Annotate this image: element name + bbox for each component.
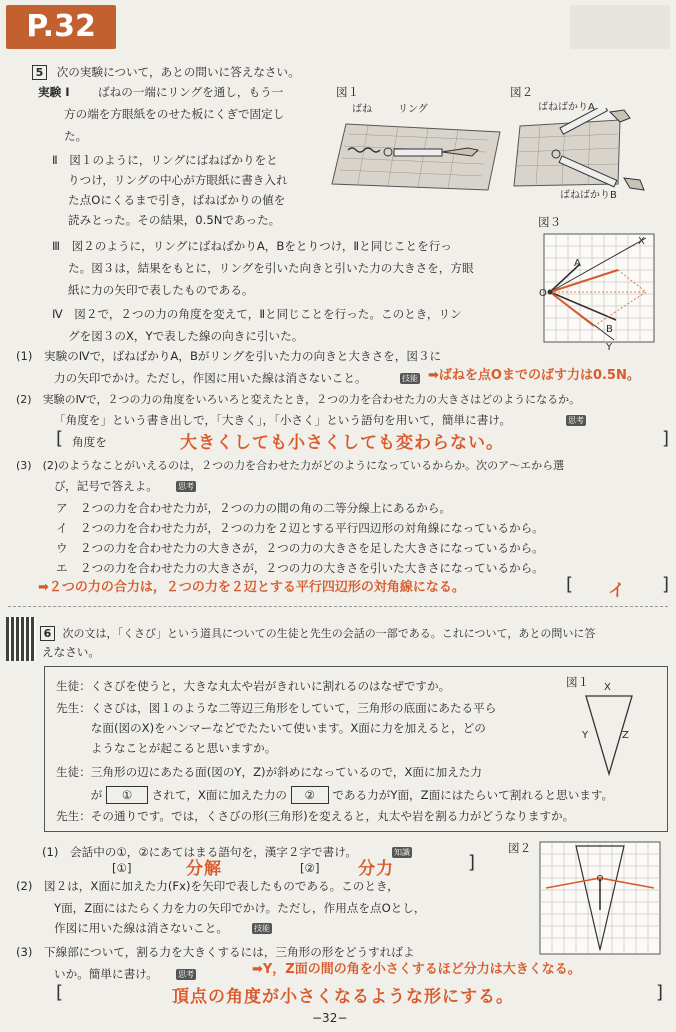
bleed-through-badge xyxy=(570,5,670,49)
q6-q1-slot-1: [①] xyxy=(112,861,132,875)
q5-exp2-line: た点Oにくるまで引き，ばねばかりの値を xyxy=(68,193,286,207)
q6-blank-2: ② xyxy=(291,786,329,804)
q6-dialogue-line: な面(図のX)をハンマーなどでたたいて使います。X面に力を加えると，どの xyxy=(56,721,486,735)
answer-bracket-close: ] xyxy=(656,982,664,1003)
q5-exp1-line: 方の端を方眼紙をのせた板にくぎで固定し xyxy=(64,107,285,121)
q6-dialogue-line: 先生：くさびは，図１のような二等辺三角形をしていて，三角形の底面にあたる平ら xyxy=(56,701,497,715)
q6-q1-answer-2: 分力 xyxy=(358,859,394,879)
q5-q1-line: 力の矢印でかけ。ただし，作図に用いた線は消さないこと。 xyxy=(54,371,367,385)
q5-instruction: 次の実験について，あとの問いに答えなさい。 xyxy=(56,65,300,79)
q6-dialogue-fragment: である力がY面，Z面にはたらいて割れると思います。 xyxy=(332,788,614,802)
q5-option-key: エ xyxy=(56,561,68,575)
q6-q2-line: (2) 図２は，X面に加えた力(Fx)を矢印で表したものである。このとき， xyxy=(16,879,399,893)
q6-instruction: 次の文は，「くさび」という道具についての生徒と先生の会話の一部である。これについて，あとの問いに答 xyxy=(62,627,596,640)
section-divider xyxy=(8,606,668,607)
q6-q1-label: ① xyxy=(116,861,127,875)
q6-dialogue-fragment: されて，X面に加えた力の xyxy=(151,788,288,802)
q5-q1-line: (1) 実験のⅣで，ばねばかりA，Bがリングを引いた力の向きと大きさを，図３に xyxy=(16,349,442,363)
q5-q3-tag: 思考 xyxy=(178,482,194,491)
q5-option-key: ア xyxy=(56,501,68,515)
q6-heading xyxy=(40,626,595,642)
q5-exp3-line: 紙に力の矢印で表したものである。 xyxy=(68,283,254,297)
q6-fig2-label: 図２ xyxy=(508,841,532,855)
q5-option-key: イ xyxy=(56,521,68,535)
q5-number: 5 xyxy=(32,65,47,80)
q5-exp1-head: 実験 Ⅰ xyxy=(38,85,70,99)
q5-exp1-line: ばねの一端にリングを通し，もう一 xyxy=(98,85,284,99)
q5-fig3-point-o: O xyxy=(539,288,547,299)
q6-fig1-y: Y xyxy=(582,730,589,741)
answer-bracket-close: ] xyxy=(468,852,476,873)
answer-bracket-close: ] xyxy=(662,574,670,595)
q5-q3-answer: イ xyxy=(608,581,626,601)
q6-fig1-x: X xyxy=(604,682,611,693)
q6-q1-answer-1: 分解 xyxy=(186,859,222,879)
q6-dialogue-line: ようなことが起こると思いますか。 xyxy=(56,741,277,755)
q6-q2-line: Y面，Z面にはたらく力を力の矢印でかけ。ただし，作用点を点Oとし， xyxy=(54,901,426,915)
page-number: −32− xyxy=(312,1011,348,1025)
q5-fig1-label: 図１ xyxy=(336,85,360,99)
q6-dialogue-fragment: が xyxy=(56,788,103,802)
q5-exp2-line: Ⅱ 図１のように，リングにばねばかりをと xyxy=(52,153,278,167)
answer-bracket-open: [ xyxy=(566,574,574,595)
q6-fig1-wedge xyxy=(584,692,634,776)
q5-q3-line: び，記号で答えよ。 xyxy=(54,479,158,493)
q5-fig2-illustration xyxy=(510,108,670,194)
q5-exp2-line: りつけ，リングの中心が方眼紙に書き入れ xyxy=(68,173,288,187)
answer-bracket-close: ] xyxy=(662,428,670,449)
q6-dialogue-line: 先生：その通りです。では，くさびの形(三角形)を変えると，丸太や岩を割る力がどうなりますか。 xyxy=(56,809,575,823)
q5-q2-tag: 思考 xyxy=(568,416,584,425)
q6-q3-note: ➡Y，Z面の間の角を小さくするほど分力は大きくなる。 xyxy=(252,962,581,977)
q6-q3-line: いか。簡単に書け。 xyxy=(54,967,158,981)
q5-fig1-illustration xyxy=(328,114,508,198)
q5-exp2-line: 読みとった。その結果，0.5Nであった。 xyxy=(68,213,281,227)
q5-exp4-line: Ⅳ 図２で，２つの力の角度を変えて，Ⅱと同じことを行った。このとき，リン xyxy=(52,307,462,321)
q5-q1-tag: 技能 xyxy=(402,374,418,383)
q6-q2-tag: 技能 xyxy=(254,924,270,933)
q5-fig2-scale-b-label: ばねばかりB xyxy=(560,190,617,201)
q5-q1-answer: ➡ばねを点Oまでのばす力は0.5N。 xyxy=(428,368,640,383)
q6-q2-line: 作図に用いた線は消さないこと。 xyxy=(54,921,228,935)
q5-fig3-point-a: A xyxy=(574,258,581,269)
page-label: P.32 xyxy=(6,5,116,49)
q6-q1-line: (1) 会話中の①，②にあてはまる語句を，漢字２字で書け。 xyxy=(42,845,357,859)
q5-option-text: ２つの力を合わせた力の大きさが，２つの力の大きさを引いた大きさになっているから。 xyxy=(80,561,544,575)
q5-heading xyxy=(32,64,300,80)
q6-q1-slot-2: [②] xyxy=(300,861,320,875)
q5-fig3-label: 図３ xyxy=(538,215,562,229)
q5-exp1-line: た。 xyxy=(64,129,88,143)
q5-q3-line: (3) (2)のようなことがいえるのは，２つの力を合わせた力がどのようになっているからか。次のア〜エから選 xyxy=(16,459,565,472)
q6-fig1-label: 図１ xyxy=(566,675,590,689)
q5-q3-note: ➡２つの力の合力は，２つの力を２辺とする平行四辺形の対角線になる。 xyxy=(38,580,465,595)
q5-exp4-line: グを図３のX，Yで表した線の向きに引いた。 xyxy=(68,329,304,343)
q6-number: 6 xyxy=(40,626,55,641)
q6-q3-answer: 頂点の角度が小さくなるような形にする。 xyxy=(172,987,514,1007)
q5-fig3-point-x: X xyxy=(638,236,645,247)
q5-option-text: ２つの力を合わせた力が，２つの力を２辺とする平行四辺形の対角線になっているから。 xyxy=(80,521,544,535)
qr-code xyxy=(6,617,36,661)
q6-blank-1: ① xyxy=(106,786,148,804)
q5-q2-line: 「角度を」という書き出しで，「大きく」，「小さく」という語句を用いて，簡単に書け。 xyxy=(54,413,512,427)
q6-dialogue-line: 生徒：くさびを使うと，大きな丸太や岩がきれいに割れるのはなぜですか。 xyxy=(56,679,451,693)
q5-option-key: ウ xyxy=(56,541,68,555)
q5-option-text: ２つの力を合わせた力の大きさが，２つの力の大きさを足した大きさになっているから。 xyxy=(80,541,544,555)
q5-exp3-line: た。図３は，結果をもとに，リングを引いた向きと引いた力の大きさを，方眼 xyxy=(68,261,474,275)
q6-dialogue-line xyxy=(56,786,613,804)
q5-fig2-scale-a-label: ばねばかりA xyxy=(538,102,595,113)
q5-q2-prefix: 角度を xyxy=(72,435,107,449)
q6-fig2-grid xyxy=(536,838,664,958)
q5-option-text: ２つの力を合わせた力が，２つの力の間の角の二等分線上にあるから。 xyxy=(80,501,452,515)
q5-fig1-spring-label: ばね xyxy=(352,104,372,115)
q5-fig2-label: 図２ xyxy=(510,85,534,99)
q6-q3-line: (3) 下線部について，割る力を大きくするには，三角形の形をどうすればよ xyxy=(16,945,415,959)
q5-exp3-line: Ⅲ 図２のように，リングにばねばかりA，Bをとりつけ，Ⅱと同じことを行っ xyxy=(52,239,452,253)
q5-fig1-ring-label: リング xyxy=(398,104,428,115)
q5-q2-answer: 大きくしても小さくしても変わらない。 xyxy=(180,433,504,453)
q6-q1-tag: 知識 xyxy=(394,848,410,857)
q6-fig1-z: Z xyxy=(622,730,629,741)
q5-fig3-point-y: Y xyxy=(606,342,613,353)
answer-bracket-open: [ xyxy=(56,428,64,449)
q5-q2-line: (2) 実験のⅣで，２つの力の角度をいろいろと変えたとき，２つの力を合わせた力の大きさはどのようになるか。 xyxy=(16,393,581,406)
q5-fig3-point-b: B xyxy=(606,324,613,335)
q6-instruction-cont: えなさい。 xyxy=(42,645,100,659)
q6-q1-label: ② xyxy=(304,861,315,875)
q6-q3-tag: 思考 xyxy=(178,970,194,979)
answer-bracket-open: [ xyxy=(56,982,64,1003)
q6-dialogue-line: 生徒：三角形の辺にあたる面(図のY，Z)が斜めになっているので，X面に加えた力 xyxy=(56,765,482,779)
